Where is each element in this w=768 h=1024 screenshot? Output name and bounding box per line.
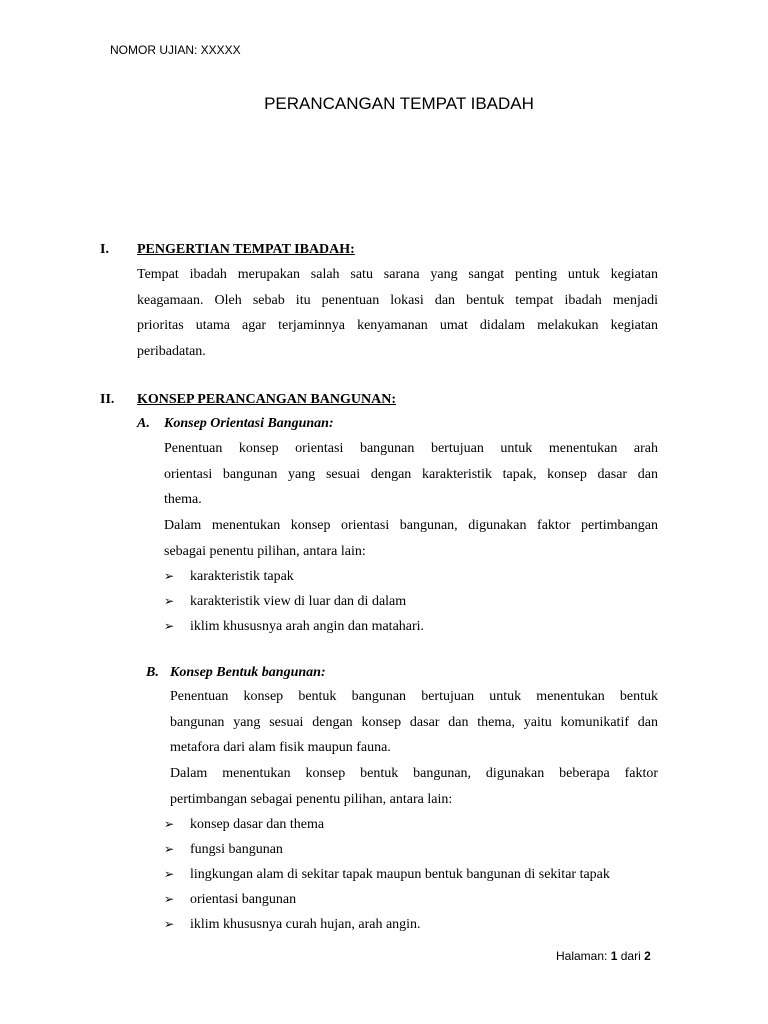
list-item-text: orientasi bangunan bbox=[190, 892, 297, 907]
section-1-paragraph bbox=[137, 262, 658, 364]
list-item-text: lingkungan alam di sekitar tapak maupun bentuk bangunan di sekitar tapak bbox=[190, 867, 610, 882]
paragraph-line: thema. bbox=[164, 492, 202, 507]
paragraph-line: metafora dari alam fisik maupun fauna. bbox=[170, 740, 391, 755]
paragraph-line: prioritas utama agar terjaminnya kenyamanan umat didalam melakukan kegiatan bbox=[137, 318, 658, 333]
subsection-a-paragraph-1 bbox=[164, 436, 658, 513]
arrowhead-bullet-icon: ➢ bbox=[164, 842, 175, 856]
list-item bbox=[164, 812, 610, 837]
total-pages: 2 bbox=[644, 949, 651, 963]
list-item bbox=[164, 887, 610, 912]
paragraph-line: Penentuan konsep orientasi bangunan bertujuan untuk menentukan arah bbox=[164, 441, 658, 456]
subsection-a-heading: Konsep Orientasi Bangunan: bbox=[164, 416, 334, 431]
page-separator: dari bbox=[620, 949, 641, 963]
exam-number: NOMOR UJIAN: XXXXX bbox=[110, 43, 241, 57]
section-2-numeral: II. bbox=[100, 392, 115, 407]
paragraph-line: Tempat ibadah merupakan salah satu sarana yang sangat penting untuk kegiatan bbox=[137, 267, 658, 282]
paragraph-line: Dalam menentukan konsep orientasi bangunan, digunakan faktor pertimbangan bbox=[164, 518, 658, 533]
list-item bbox=[164, 589, 424, 614]
list-item-text: iklim khususnya arah angin dan matahari. bbox=[190, 619, 425, 634]
subsection-a-paragraph-2 bbox=[164, 513, 658, 564]
list-item bbox=[164, 837, 610, 862]
subsection-b-paragraph-2 bbox=[170, 761, 658, 812]
arrowhead-bullet-icon: ➢ bbox=[164, 569, 175, 583]
paragraph-line: peribadatan. bbox=[137, 343, 206, 359]
paragraph-line: Dalam menentukan konsep bentuk bangunan, digunakan beberapa faktor bbox=[170, 766, 658, 781]
paragraph-line: keagamaan. Oleh sebab itu penentuan lokasi dan bentuk tempat ibadah menjadi bbox=[137, 292, 658, 308]
current-page: 1 bbox=[610, 949, 618, 963]
arrowhead-bullet-icon: ➢ bbox=[164, 817, 175, 831]
paragraph-line: sebagai penentu pilihan, antara lain: bbox=[164, 543, 366, 559]
arrowhead-bullet-icon: ➢ bbox=[164, 917, 175, 931]
paragraph-line: Penentuan konsep bentuk bangunan bertujuan untuk menentukan bentuk bbox=[170, 689, 658, 704]
subsection-b-letter: B. bbox=[146, 665, 159, 680]
list-item bbox=[164, 912, 610, 937]
list-item-text: iklim khususnya curah hujan, arah angin. bbox=[190, 917, 421, 932]
paragraph-line: pertimbangan sebagai penentu pilihan, antara lain: bbox=[170, 791, 453, 807]
list-item-text: konsep dasar dan thema bbox=[190, 817, 325, 832]
subsection-b-heading: Konsep Bentuk bangunan: bbox=[170, 665, 326, 680]
page-label: Halaman: bbox=[556, 949, 608, 963]
subsection-a-letter: A. bbox=[137, 416, 150, 431]
page-number bbox=[556, 949, 651, 963]
section-1-heading: PENGERTIAN TEMPAT IBADAH: bbox=[137, 242, 355, 257]
arrowhead-bullet-icon: ➢ bbox=[164, 619, 175, 633]
subsection-b-bullet-list bbox=[164, 812, 610, 937]
section-2-heading: KONSEP PERANCANGAN BANGUNAN: bbox=[137, 392, 397, 407]
subsection-a-bullet-list bbox=[164, 564, 424, 639]
arrowhead-bullet-icon: ➢ bbox=[164, 892, 175, 906]
arrowhead-bullet-icon: ➢ bbox=[164, 867, 175, 881]
section-1-numeral: I. bbox=[100, 242, 109, 257]
list-item bbox=[164, 862, 610, 887]
page-title: PERANCANGAN TEMPAT IBADAH bbox=[264, 94, 534, 113]
list-item bbox=[164, 564, 424, 589]
list-item-text: fungsi bangunan bbox=[190, 842, 283, 857]
list-item bbox=[164, 614, 424, 639]
paragraph-line: bangunan yang sesuai dengan konsep dasar dan thema, yaitu komunikatif dan bbox=[170, 714, 658, 730]
list-item-text: karakteristik view di luar dan di dalam bbox=[190, 594, 407, 609]
subsection-b-paragraph-1 bbox=[170, 684, 658, 761]
paragraph-line: orientasi bangunan yang sesuai dengan karakteristik tapak, konsep dasar dan bbox=[164, 466, 658, 482]
arrowhead-bullet-icon: ➢ bbox=[164, 594, 175, 608]
list-item-text: karakteristik tapak bbox=[190, 569, 294, 584]
